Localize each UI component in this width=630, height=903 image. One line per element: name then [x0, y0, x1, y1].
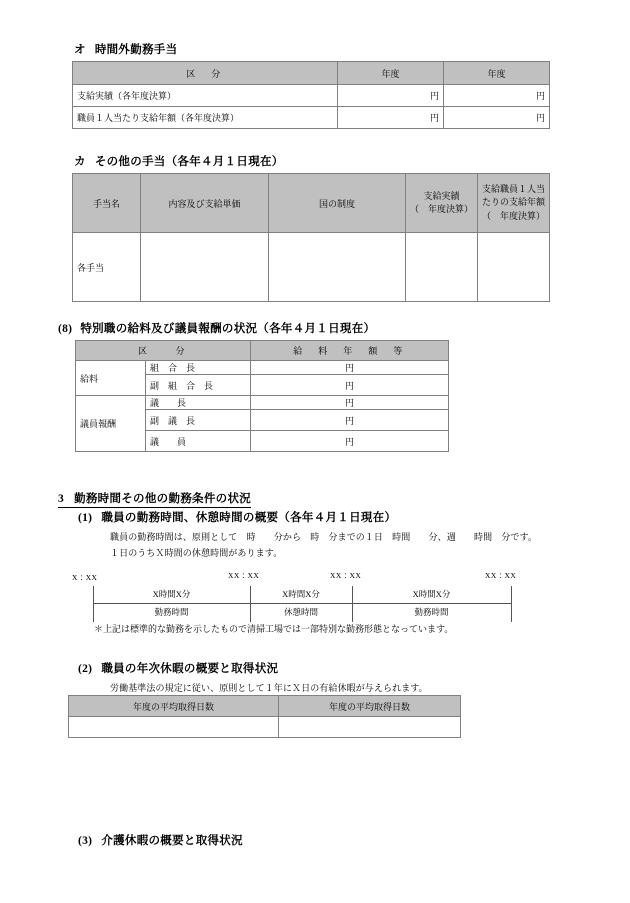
- header-line-1: 支給実績: [423, 190, 460, 201]
- annual-leave-paragraph: 労働基準法の規定に従い、原則として１年にＸ日の有給休暇が与えられます。: [110, 683, 428, 693]
- timeline-footnote: ＊上記は標準的な勤務を示したもので清掃工場では一部特別な勤務形態となっています。: [94, 624, 454, 634]
- column-header-year-2: 年度: [444, 62, 550, 85]
- row-amount: 円: [251, 431, 449, 452]
- row-title: 議 員: [146, 431, 251, 452]
- column-header-avg-days-2: 年度の平均取得日数: [279, 696, 461, 717]
- column-header-content-unit-price: 内容及び支給単価: [141, 174, 269, 233]
- table-header-row: [73, 174, 550, 233]
- row-value-year-1: 円: [338, 107, 444, 129]
- row-amount: 円: [251, 396, 449, 410]
- timeline-time-label-end: XX：XX: [485, 571, 517, 580]
- header-line-2: たりの支給年額: [482, 197, 546, 208]
- row-value-year-2: 円: [444, 107, 550, 129]
- timeline-time-label-3: XX：XX: [330, 571, 362, 580]
- heading-marker: (2): [78, 663, 93, 675]
- heading-working-hours-overview: [78, 509, 396, 525]
- heading-special-salary: [58, 320, 375, 336]
- column-header-avg-days-1: 年度の平均取得日数: [69, 696, 279, 717]
- row-title: 議 長: [146, 396, 251, 410]
- table-row: [76, 361, 449, 375]
- heading-annual-leave: [78, 660, 278, 676]
- table-row: [73, 85, 550, 107]
- heading-marker: 3: [58, 493, 65, 505]
- timeline-axis-line: [93, 603, 512, 604]
- timeline-segment-label-3: 勤務時間: [414, 607, 449, 617]
- row-label: 職員１人当たり支給年額（各年度決算）: [73, 107, 338, 129]
- timeline-time-label-start: X：XX: [72, 573, 98, 582]
- heading-overtime-allowance: [74, 41, 177, 57]
- column-header-year-1: 年度: [338, 62, 444, 85]
- row-amount: 円: [251, 410, 449, 431]
- heading-other-allowance: [74, 153, 284, 169]
- other-allowance-table: [72, 173, 550, 302]
- column-header-national-system: 国の制度: [269, 174, 406, 233]
- row-payment-result: [406, 233, 478, 302]
- row-value-1: [69, 717, 279, 738]
- timeline-segment-label-2: 休憩時間: [283, 607, 318, 617]
- timeline-duration-2: X時間X分: [282, 589, 320, 599]
- row-value-year-1: 円: [338, 85, 444, 107]
- overtime-allowance-table: [72, 61, 550, 129]
- column-header-annual-salary: 給 料 年 額 等: [251, 341, 449, 361]
- row-label: 支給実績（各年度決算）: [73, 85, 338, 107]
- table-row: [76, 396, 449, 410]
- group-label-council-remuneration: 議員報酬: [76, 396, 146, 452]
- table-header-row: [69, 696, 461, 717]
- row-title: 副 組 合 長: [146, 375, 251, 396]
- heading-marker: カ: [74, 156, 86, 168]
- group-label-salary: 給料: [76, 361, 146, 396]
- working-hours-paragraph-2: １日のうちＸ時間の休憩時間があります。: [110, 548, 283, 558]
- table-row: [73, 233, 550, 302]
- header-line-1: 支給職員１人当: [482, 184, 546, 195]
- timeline-time-label-2: XX：XX: [228, 571, 260, 580]
- row-value-2: [279, 717, 461, 738]
- table-header-row: [73, 62, 550, 85]
- column-header-division: 区 分: [76, 341, 251, 361]
- heading-marker: (8): [58, 323, 73, 335]
- row-amount: 円: [251, 375, 449, 396]
- row-allowance-name: 各手当: [73, 233, 141, 302]
- heading-text: 職員の勤務時間、休憩時間の概要（各年４月１日現在）: [101, 512, 397, 524]
- row-title: 副 議 長: [146, 410, 251, 431]
- heading-text: その他の手当（各年４月１日現在）: [94, 156, 284, 168]
- annual-leave-table: [68, 695, 461, 738]
- heading-text: 時間外勤務手当: [94, 44, 178, 56]
- timeline-segment-label-1: 勤務時間: [154, 607, 189, 617]
- heading-text: 職員の年次休暇の概要と取得状況: [101, 663, 279, 675]
- heading-marker: (3): [78, 835, 93, 847]
- heading-marker: オ: [74, 44, 86, 56]
- timeline-tick-4: [511, 586, 512, 622]
- heading-work-conditions: [58, 490, 251, 508]
- table-row: [73, 107, 550, 129]
- table-header-row: [76, 341, 449, 361]
- table-row: [69, 717, 461, 738]
- row-value-year-2: 円: [444, 85, 550, 107]
- row-per-staff-annual: [478, 233, 550, 302]
- column-header-allowance-name: 手当名: [73, 174, 141, 233]
- heading-nursing-care-leave: [78, 832, 243, 848]
- heading-text: 介護休暇の概要と取得状況: [101, 835, 243, 847]
- special-salary-table: [75, 340, 449, 452]
- heading-text: 特別職の給料及び議員報酬の状況（各年４月１日現在）: [80, 323, 376, 335]
- heading-text: 勤務時間その他の勤務条件の状況: [74, 493, 252, 505]
- timeline-duration-3: X時間X分: [412, 589, 451, 599]
- row-content-unit-price: [141, 233, 269, 302]
- header-line-3: （ 年度決算）: [482, 210, 546, 221]
- row-title: 組 合 長: [146, 361, 251, 375]
- header-line-2: （ 年度決算）: [410, 204, 474, 214]
- row-national-system: [269, 233, 406, 302]
- column-header-division: 区 分: [73, 62, 338, 85]
- working-hours-paragraph-1: 職員の勤務時間は、原則として 時 分から 時 分までの１日 時間 分、週 時間 分です。: [110, 532, 537, 542]
- timeline-duration-1: X時間X分: [152, 589, 191, 599]
- working-hours-timeline: [72, 570, 532, 630]
- row-amount: 円: [251, 361, 449, 375]
- column-header-per-staff-annual: [478, 174, 550, 233]
- heading-marker: (1): [78, 512, 93, 524]
- column-header-payment-result: [406, 174, 478, 233]
